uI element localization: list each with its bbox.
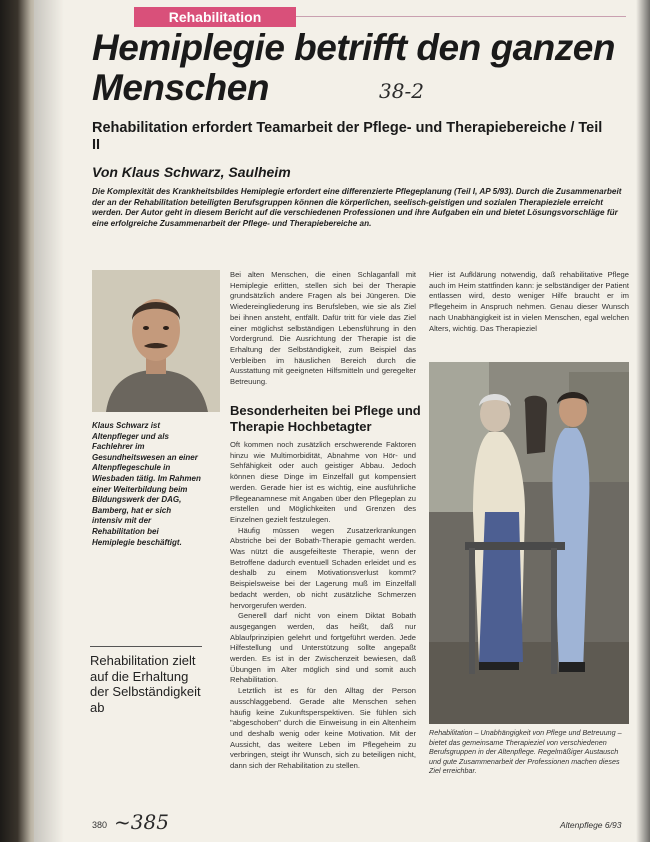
handwritten-note: 38-2 xyxy=(379,79,424,103)
photo-caption: Rehabilitation – Unabhängigkeit von Pflege und Betreuung – bietet das gemeinsame Therapieziel von verschiedenen Berufsgruppen in der Altenpflege. Regelmäßiger Austausch und gute Zusammenarbeit der Professionen machen dieses Ziel erreichbar. xyxy=(429,728,622,776)
pull-quote: Rehabilitation zielt auf die Erhaltung der Selbständigkeit ab xyxy=(90,646,202,715)
body-paragraph: Letztlich ist es für den Alltag der Person ausschlaggebend. Gerade alte Menschen sehen häufig keine Zukunftsperspektiven. Sie fühlen sich "abgeschoben" durch die Einweisung in ein Altenheim und deshalb wenig oder keine Motivation. Mit der Aussicht, das weitere Leben im Pflegeheim zu verbringen, steigt ihr Wunsch, sich zu beteiligen nicht, dann sich der Rehabilitation zu stellen. xyxy=(230,686,416,771)
column-middle-bottom xyxy=(230,440,416,772)
page-number: 380 xyxy=(92,820,108,830)
therapy-photo xyxy=(429,362,629,724)
section-rule xyxy=(296,16,626,17)
journal-footer: Altenpflege 6/93 xyxy=(560,820,622,830)
article-subtitle: Rehabilitation erfordert Teamarbeit der Pflege- und Therapiebereiche / Teil II xyxy=(92,120,603,153)
author-caption: Klaus Schwarz ist Altenpfleger und als Fachlehrer im Gesundheitswesen an einer Altenpflegeschule in Wiesbaden tätig. Im Rahmen einer Weiterbildung beim Bildungswerk der DAG, Bamberg, hat er sich intensiv mit der Rehabilitation bei Hemiplegie beschäftigt. xyxy=(92,421,201,547)
body-paragraph: Oft kommen noch zusätzlich erschwerende Faktoren hinzu wie Multimorbidität, Abnahme von Hör- und Sehfähigkeit oder auch geistiger Abbau. Jedoch können diese Dinge im Einzelfall gut kompensiert werden. Gerade hier ist es wichtig, eine ausführliche Pflegeanamnese mit Angaben über den Pflegeplan zu erstellen und Möglichkeiten und Grenzen des Einzelnen gezielt festzulegen. xyxy=(230,440,416,524)
magazine-page xyxy=(34,0,650,842)
page-edge-shadow xyxy=(636,0,650,842)
handwritten-page-number: ~385 xyxy=(114,810,169,834)
column-middle-top xyxy=(230,270,416,388)
section-tag: Rehabilitation xyxy=(134,7,296,27)
author-portrait xyxy=(92,270,220,412)
column-right-top xyxy=(429,270,629,334)
author-byline: Von Klaus Schwarz, Saulheim xyxy=(92,164,291,180)
body-paragraph: Hier ist Aufklärung notwendig, daß rehabilitative Pflege auch im Heim stattfinden kann: je selbständiger der Patient entlassen wird, desto weniger Hilfe braucht er im Pflegeheim in Anspruch nehmen. Genau dieser Wunsch nach Unabhängigkeit ist in vielen Menschen, egal welchen Alters, wichtig. Das Therapieziel xyxy=(429,270,629,333)
body-paragraph: Generell darf nicht von einem Diktat Bobath ausgegangen werden, das heißt, daß nur Ablaufprinzipien gelehrt und fortgeführt werden. Jede Hilfestellung und Unterstützung sollte angepaßt werden. Es ist in der Zwischenzeit bewiesen, daß Übungen im Alter möglich sind und somit auch Rehabilitation. xyxy=(230,611,416,685)
body-paragraph: Häufig müssen wegen Zusatzerkrankungen Abstriche bei der Bobath-Therapie gemacht werden. Was nützt die ausgefeilteste Therapie, wenn der Betroffene dadurch eventuell Schaden erleidet und es deshalb zu einem Motivationsverlust kommt? Beispielsweise bei der Lagerung muß im Einzelfall bedacht werden, ob nicht zusätzliche Schmerzen hervorgerufen werden. xyxy=(230,525,416,610)
body-paragraph: Bei alten Menschen, die einen Schlaganfall mit Hemiplegie erlitten, stellen sich bei der Therapie grundsätzlich andere Fragen als bei Jüngeren. Die Wiedereingliederung ins Berufsleben, wie sie als Ziel bei ihnen ansteht, entfällt. Dafür tritt für viele das Ziel einer möglichst selbständigen Lebensführung in den Vordergrund. Die Ausrichtung der Therapie ist die Erhaltung der Selbständigkeit, zum Beispiel das Verbleiben im häuslichen Bereich durch die Ausstattung mit geeigneten Hilfsmitteln und geregelter Betreuung. xyxy=(230,270,416,387)
section-heading: Besonderheiten bei Pflege und Therapie Hochbetagter xyxy=(230,403,421,434)
lead-paragraph: Die Komplexität des Krankheitsbildes Hemiplegie erfordert eine differenzierte Pflegeplanung (Teil I, AP 5/93). Durch die Zusammenarbeit der an der Rehabilitation beteiligten Berufsgruppen können die körperlichen, seelisch-geistigen und sozialen Therapieziele erreicht werden. Der Autor geht in diesem Bericht auf die verschiedenen Professionen und ihre Aufgaben ein und bietet Lösungsvorschläge für eine erfolgreiche Zusammenarbeit der Pflege- und Therapiebereiche an. xyxy=(92,187,622,228)
article-title: Hemiplegie betrifft den ganzen Menschen xyxy=(92,27,615,108)
page-gutter-shadow xyxy=(34,0,64,842)
